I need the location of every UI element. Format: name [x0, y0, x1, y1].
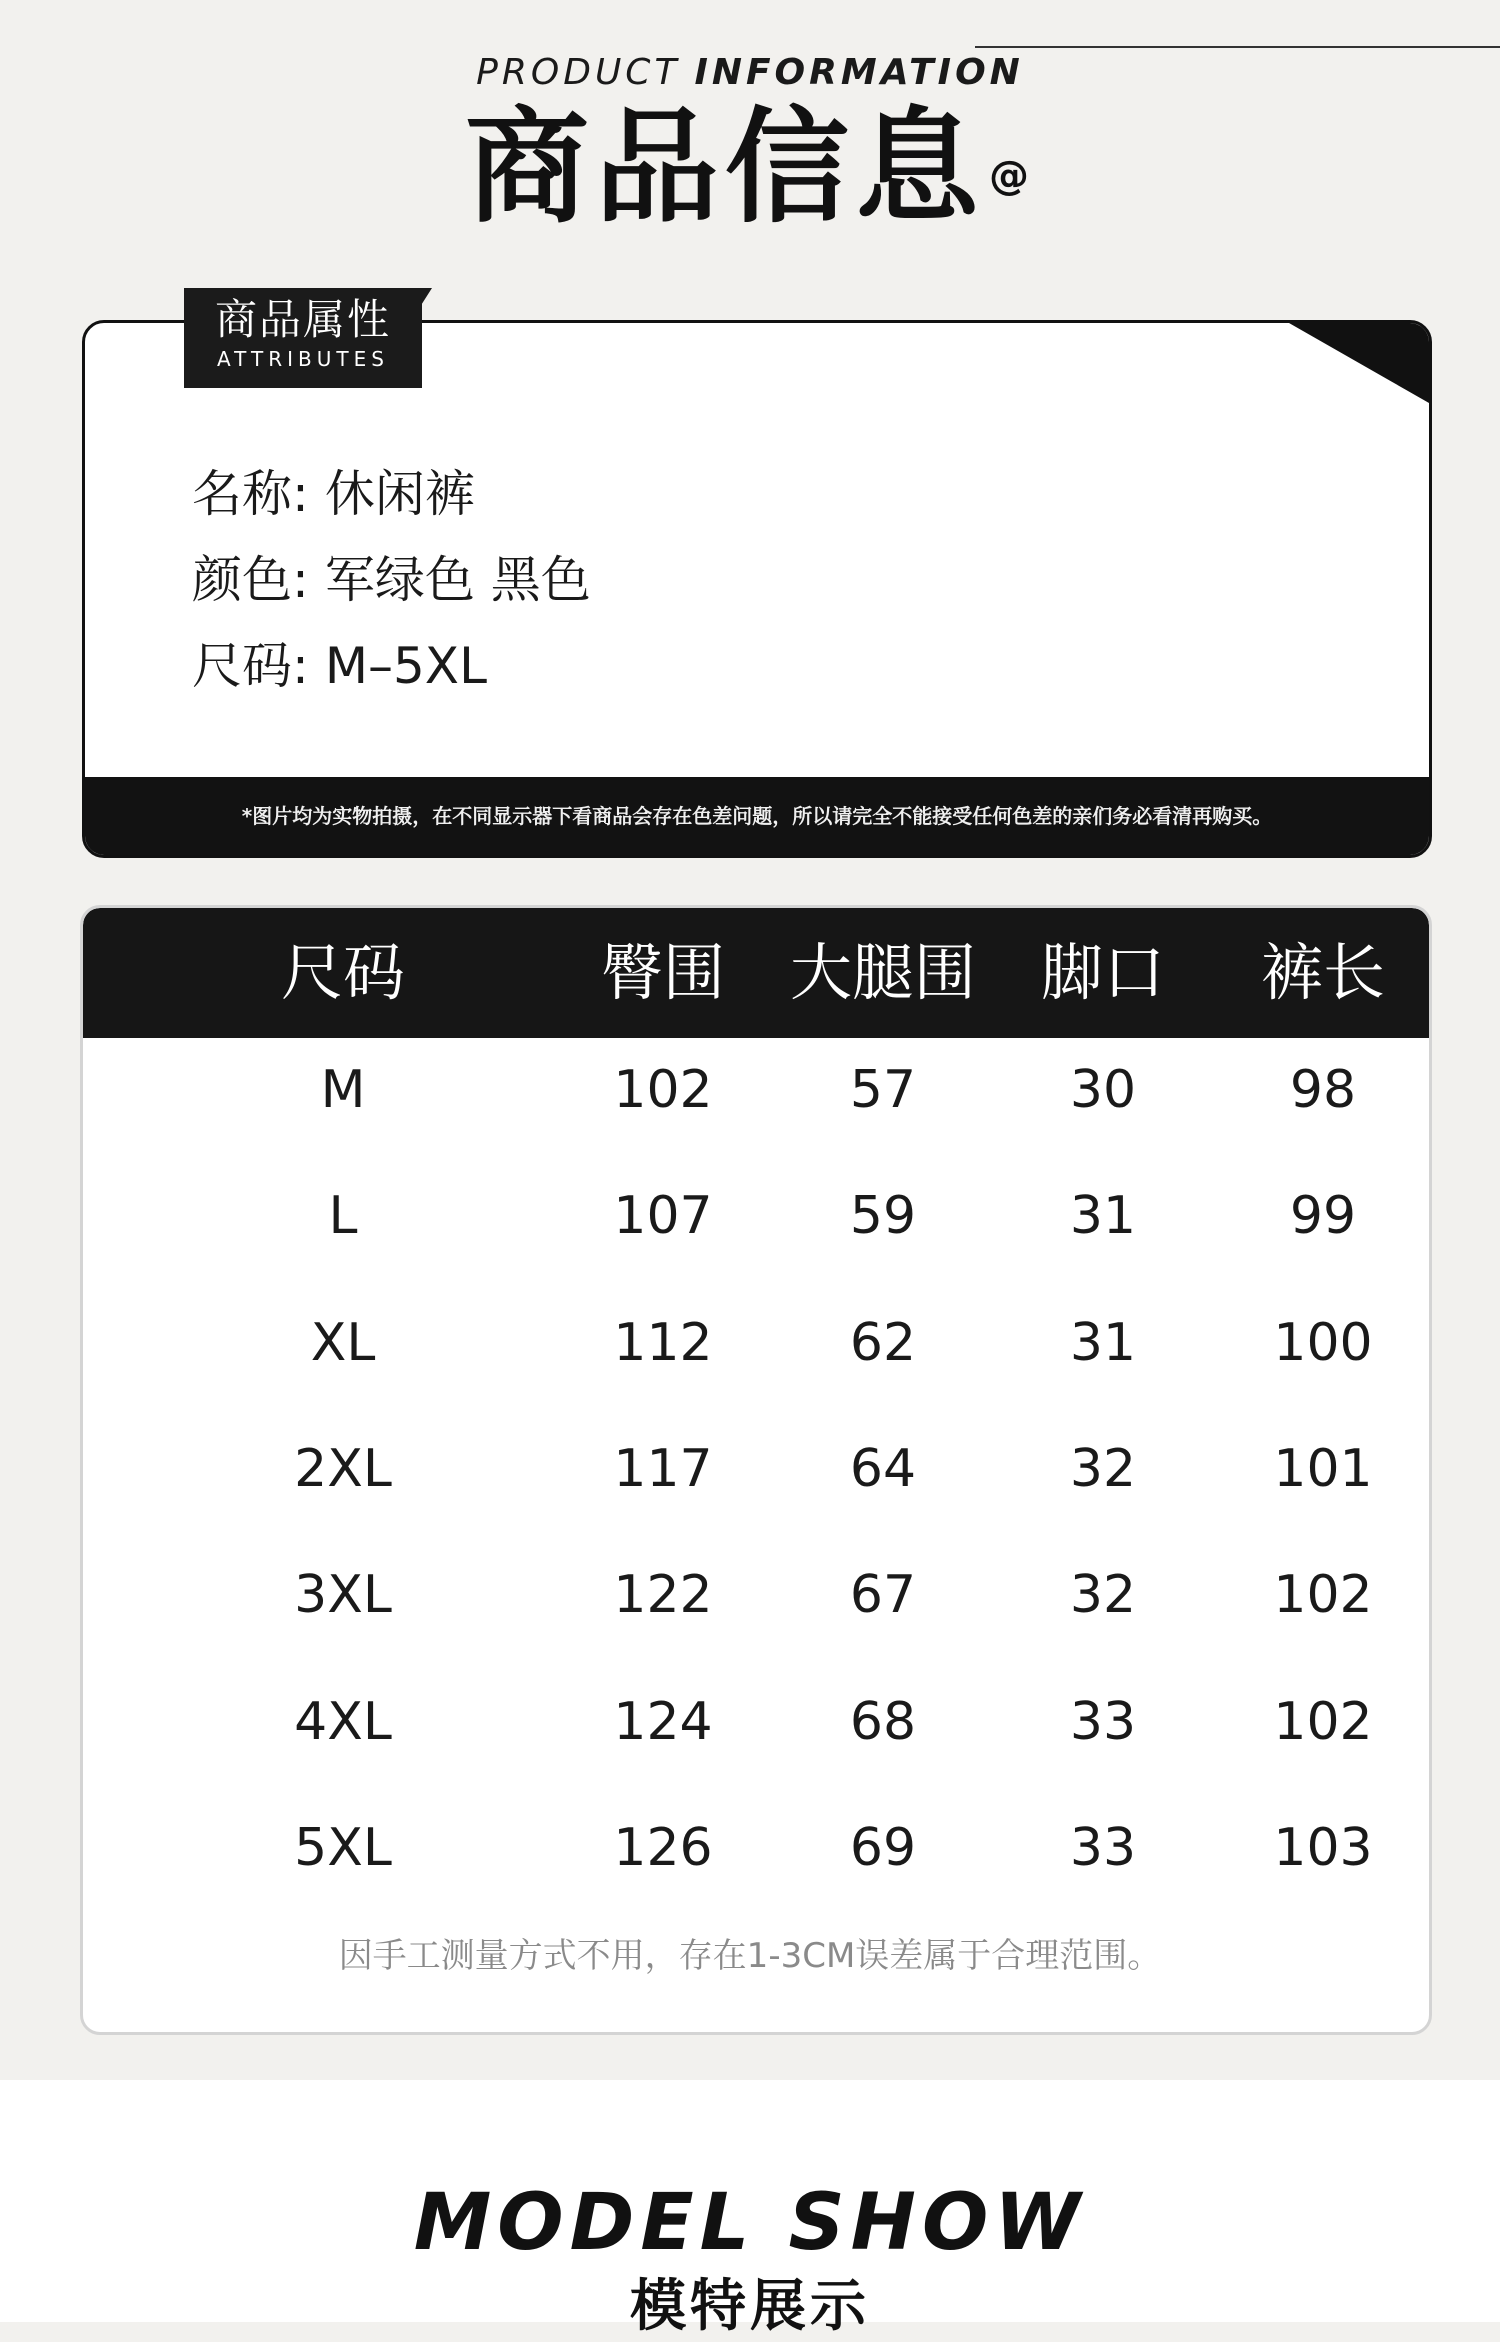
table-cell: 68 — [849, 1692, 917, 1752]
table-cell: 69 — [849, 1818, 917, 1878]
table-cell: 107 — [613, 1186, 713, 1246]
attribute-value: M–5XL — [324, 637, 487, 695]
table-cell: 112 — [613, 1313, 713, 1373]
table-cell: 32 — [1069, 1439, 1137, 1499]
attribute-label: 名称: — [192, 465, 309, 523]
table-cell: 117 — [613, 1439, 713, 1499]
table-cell: 101 — [1273, 1439, 1373, 1499]
column-header-leg-opening: 脚口 — [1040, 936, 1165, 1009]
attributes-tab — [184, 288, 422, 388]
header-en-light: PRODUCT — [476, 52, 681, 93]
attribute-color — [192, 540, 591, 612]
header-english-title — [0, 52, 1500, 93]
table-cell: 122 — [613, 1565, 713, 1625]
header-en-bold: INFORMATION — [694, 52, 1024, 93]
attributes-tab-en: ATTRIBUTES — [217, 347, 389, 371]
size-table-header — [83, 908, 1429, 1038]
table-cell: 102 — [613, 1060, 713, 1120]
table-cell: 99 — [1289, 1186, 1357, 1246]
size-table — [80, 905, 1432, 2035]
table-cell: 103 — [1273, 1818, 1373, 1878]
color-disclaimer: *图片均为实物拍摄，在不同显示器下看商品会存在色差问题，所以请完全不能接受任何色差的亲们务必看清再购买。 — [85, 777, 1429, 855]
header-rule — [975, 46, 1500, 48]
attribute-label: 尺码: — [192, 637, 309, 695]
table-cell: 3XL — [294, 1565, 392, 1625]
table-cell: 67 — [849, 1565, 917, 1625]
measurement-note: 因手工测量方式不用，存在1-3CM误差属于合理范围。 — [338, 1936, 1162, 1976]
table-cell: 102 — [1273, 1692, 1373, 1752]
table-cell: L — [328, 1186, 358, 1246]
column-header-hip: 臀围 — [600, 936, 725, 1009]
column-header-length: 裤长 — [1260, 936, 1385, 1009]
table-cell: 62 — [849, 1313, 917, 1373]
model-show-title: MODEL SHOW — [413, 2178, 1087, 2268]
table-cell: 2XL — [294, 1439, 392, 1499]
attribute-size — [192, 626, 487, 698]
attribute-label: 颜色: — [192, 551, 309, 609]
table-cell: 32 — [1069, 1565, 1137, 1625]
page-title-text: 商品信息 — [464, 96, 985, 240]
table-cell: 33 — [1069, 1818, 1137, 1878]
table-cell: 98 — [1289, 1060, 1357, 1120]
attributes-tab-cn: 商品属性 — [214, 295, 391, 344]
table-cell: 64 — [849, 1439, 917, 1499]
table-cell: 57 — [849, 1060, 917, 1120]
table-cell: 33 — [1069, 1692, 1137, 1752]
column-header-thigh: 大腿围 — [789, 936, 976, 1009]
corner-decoration — [1289, 323, 1429, 403]
column-header-size: 尺码 — [280, 936, 405, 1009]
tab-flap-decoration — [418, 288, 432, 310]
table-cell: 5XL — [294, 1818, 392, 1878]
table-cell: 30 — [1069, 1060, 1137, 1120]
table-cell: 102 — [1273, 1565, 1373, 1625]
attribute-value: 休闲裤 — [324, 465, 475, 523]
model-show-subtitle: 模特展示 — [630, 2274, 870, 2339]
page-title — [0, 98, 1500, 238]
attribute-name — [192, 454, 475, 526]
table-cell: 31 — [1069, 1313, 1137, 1373]
attribute-value: 军绿色 黑色 — [324, 551, 591, 609]
table-cell: XL — [310, 1313, 376, 1373]
table-cell: 100 — [1273, 1313, 1373, 1373]
table-cell: 124 — [613, 1692, 713, 1752]
table-cell: 4XL — [294, 1692, 392, 1752]
table-cell: 59 — [849, 1186, 917, 1246]
table-cell: 126 — [613, 1818, 713, 1878]
table-cell: M — [320, 1060, 366, 1120]
header-mark: @ — [989, 153, 1035, 199]
table-cell: 31 — [1069, 1186, 1137, 1246]
